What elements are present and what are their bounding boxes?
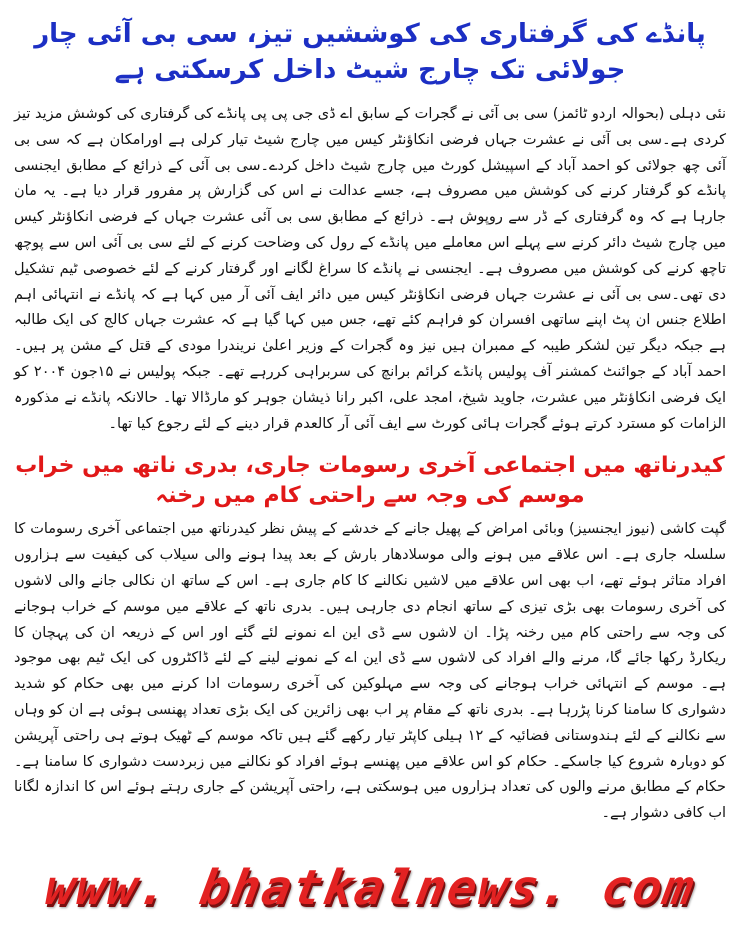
article-1-headline: پانڈے کی گرفتاری کی کوششیں تیز، سی بی آئی چار جولائی تک چارج شیٹ داخل کرسکتی ہے — [34, 19, 706, 85]
article-pandey — [14, 10, 726, 437]
article-2-body: گپت کاشی (نیوز ایجنسیز) وبائی امراض کے پھیل جانے کے خدشے کے پیش نظر کیدرناتھ میں اجتماعی آخری رسومات کا سلسلہ جاری ہے۔ اس علاقے میں ہونے والی موسلادھار بارش کے بعد پیدا ہونے والی سیلاب کی کیفیت سے ہزاروں افراد متاثر ہوئے تھے، اب بھی اس علاقے میں لاشیں نکالنے کا کام جاری ہے۔ اس کے ساتھ ان نکالی جانے والی لاشوں کی آخری رسومات بھی بڑی تیزی کے ساتھ انجام دی جارہی ہیں۔ بدری ناتھ کے علاقے میں موسم کے خراب ہوجانے کی وجہ سے راحتی کام میں رخنہ پڑا۔ ان لاشوں سے ڈی این اے نمونے لئے گئے اور اس کے ذریعہ ان کی پہچان کا ریکارڈ رکھا جائے گا، مرنے والے افراد کی لاشوں سے ڈی این اے کے نمونے لینے کے لئے ڈاکٹروں کی ایک ٹیم بھی موجود ہے۔ موسم کے انتہائی خراب ہوجانے کی وجہ سے مہلوکین کی آخری رسومات ادا کرنے میں بھی حکام کو شدید دشواری کا سامنا کرنا پڑرہا ہے۔ بدری ناتھ کے مقام پر اب بھی زائرین کی ایک بڑی تعداد پھنسی ہوئی ہے ان کو وہاں سے نکالنے کے لئے ہندوستانی فضائیہ کے ۱۲ ہیلی کاپٹر تیار رکھے گئے ہیں تاکہ موسم کے ٹھیک ہوتے ہی راحتی آپریشن کو دوبارہ شروع کیا جاسکے۔ حکام کو اس علاقے میں پھنسے ہوئے افراد کو نکالنے میں زبردست دشواری کا سامنا ہے۔ حکام کے مطابق مرنے والوں کی تعداد ہزاروں میں ہوسکتی ہے، راحتی آپریشن کے جاری رہتے ہوئے اس کا اندازہ لگانا اب کافی دشوار ہے۔ — [14, 521, 726, 822]
article-2-headline: کیدرناتھ میں اجتماعی آخری رسومات جاری، بدری ناتھ میں خراب موسم کی وجہ سے راحتی کام میں رخنہ — [15, 453, 725, 509]
site-logo[interactable]: www. bhatkalnews. com — [40, 860, 700, 916]
article-1-body: نئی دہلی (بحوالہ اردو ٹائمز) سی بی آئی نے گجرات کے سابق اے ڈی جی پی پی پانڈے کی گرفتاری کی کوشش مزید تیز کردی ہے۔سی بی آئی نے عشرت جہاں فرضی انکاؤنٹر کیس میں چارج شیٹ تیار کرلی ہے اورامکان ہے کہ سی بی آئی چھ جولائی کو احمد آباد کے اسپیشل کورٹ میں چارج شیٹ داخل کردے۔سی بی آئی کے ذرائع کے مطابق ایجنسی پانڈے کو گرفتار کرنے کی کوشش میں مصروف ہے، جسے عدالت نے اس کی گزارش پر مفرور قرار دیا ہے۔ یہ مان جارہا ہے کہ وہ گرفتاری کے ڈر سے روپوش ہے۔ ذرائع کے مطابق سی بی آئی عشرت جہاں کے فرضی انکاؤنٹر کیس میں چارج شیٹ دائر کرنے سے پہلے اس معاملے میں پانڈے کے رول کی وضاحت کرنے کے لئے سی بی آئی اس سے پوچھ تاچھ کرنے کی کوشش میں مصروف ہے۔ ایجنسی نے پانڈے کا سراغ لگانے اور گرفتار کرنے کے لئے خصوصی ٹیم تشکیل دی تھی۔سی بی آئی نے عشرت جہاں فرضی انکاؤنٹر کیس میں دائر ایف آئی آر میں کہا ہے کہ پانڈے نے انتہائی اہم اطلاع جنس ان پٹ اپنے ساتھی افسران کو فراہم کئے تھے، جس میں کہا گیا ہے کہ عشرت جہاں کالج کی ایک طالبہ ہے جبکہ دیگر تین لشکر طیبہ کے ممبران ہیں نیز وہ گجرات کے وزیر اعلیٰ نریندرا مودی کے قتل کے مشن پر ہیں۔ احمد آباد کے جوائنٹ کمشنر آف پولیس پانڈے کرائم برانچ کی سربراہی کررہے تھے۔ جبکہ پولیس نے ۱۵جون ۲۰۰۴ کو ایک فرضی انکاؤنٹر میں عشرت، جاوید شیخ، امجد علی، اکبر رانا ذیشان جوہر کو مارڈالا تھا۔ حالانکہ پانڈے نے مذکورہ الزامات کو مسترد کرتے ہوئے گجرات ہائی کورٹ سے ایف آئی آر کالعدم قرار دینے کے لئے رجوع کیا تھا۔ — [14, 106, 726, 432]
footer — [0, 858, 740, 918]
article-kedarnath — [14, 451, 726, 827]
